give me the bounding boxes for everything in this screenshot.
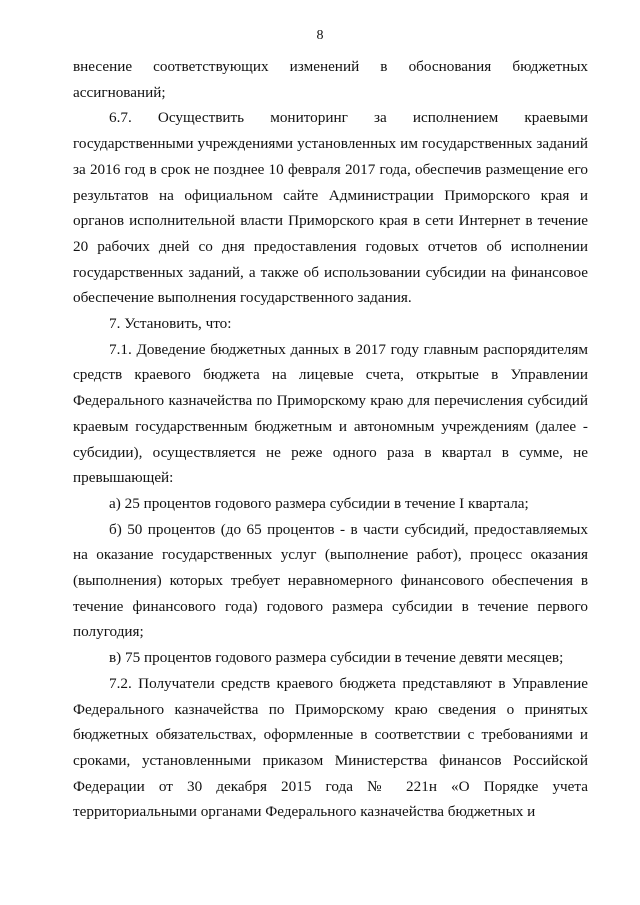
paragraph-continuation: внесение соответствующих изменений в обоснования бюджетных ассигнований; <box>73 58 588 101</box>
paragraph-item-v: в) 75 процентов годового размера субсидии в течение девяти месяцев; <box>109 649 564 667</box>
paragraph-7-2: 7.2. Получатели средств краевого бюджета представляют в Управление Федерального казначейства по Приморскому краю сведения о принятых бюджетных обязательствах, оформленные в соответствии с требованиями и сроками, установленными приказом Министерства финансов Российской Федерации от 30 декабря 2015 года № 221н «О Порядке учета территориальными органами Федерального казначейства бюджетных и <box>73 674 588 821</box>
document-body <box>73 54 588 825</box>
paragraph-item-b: б) 50 процентов (до 65 процентов - в части субсидий, предоставляемых на оказание государственных услуг (выполнение работ), процесс оказания (выполнения) которых требует неравномерного финансового обеспечения в течение финансового года) годового размера субсидии в течение первого полугодия; <box>73 520 588 641</box>
page-number: 8 <box>316 28 324 43</box>
paragraph-6-7: 6.7. Осуществить мониторинг за исполнением краевыми государственными учреждениями установленных им государственных заданий за 2016 год в срок не позднее 10 февраля 2017 года, обеспечив размещение его результатов на официальном сайте Администрации Приморского края и органов исполнительной власти Приморского края в сети Интернет в течение 20 рабочих дней со дня предоставления годовых отчетов об исполнении государственных заданий, а также об использовании субсидии на финансовое обеспечение выполнения государственного задания. <box>73 109 588 307</box>
paragraph-7: 7. Установить, что: <box>109 315 232 333</box>
paragraph-7-1: 7.1. Доведение бюджетных данных в 2017 году главным распорядителям средств краевого бюджета на лицевые счета, открытые в Управлении Федерального казначейства по Приморскому краю для перечисления субсидий краевым государственным бюджетным и автономным учреждениям (далее - субсидии), осуществляется не реже одного раза в квартал в сумме, не превышающей: <box>73 340 588 487</box>
paragraph-item-a: а) 25 процентов годового размера субсидии в течение I квартала; <box>109 494 529 512</box>
